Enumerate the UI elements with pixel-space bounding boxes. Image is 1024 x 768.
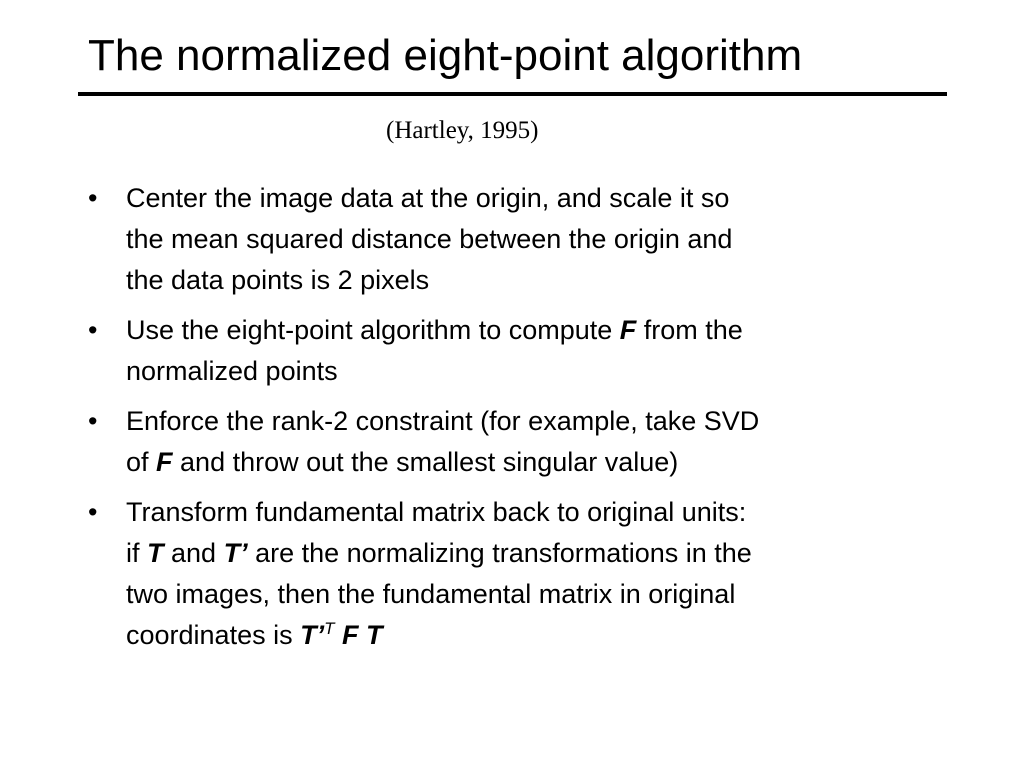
text-fragment: are the normalizing transformations in the — [247, 538, 752, 568]
bullet-line: the data points is 2 pixels — [126, 265, 430, 295]
text-fragment — [334, 620, 342, 650]
title-divider — [78, 92, 947, 96]
text-fragment: coordinates is — [126, 620, 301, 650]
bullet-line: Center the image data at the origin, and scale it so — [126, 183, 730, 213]
transpose-superscript: T — [324, 619, 335, 638]
bullet-line: Enforce the rank-2 constraint (for example, take SVD — [126, 406, 760, 436]
bullet-item-compute-f — [88, 310, 938, 392]
bullet-line — [126, 615, 938, 656]
bullet-marker: • — [88, 183, 98, 213]
bullet-line — [126, 533, 938, 574]
bullet-list — [88, 178, 938, 665]
matrix-symbol-t-prime: T’ — [300, 620, 325, 650]
bullet-marker: • — [88, 497, 98, 527]
matrix-symbol-f: F — [619, 315, 637, 345]
text-fragment: of — [126, 447, 157, 477]
bullet-line — [126, 442, 938, 483]
matrix-symbol-t: T — [366, 620, 383, 650]
text-fragment: if — [126, 538, 148, 568]
matrix-symbol-t-prime: T’ — [223, 538, 248, 568]
citation: (Hartley, 1995) — [386, 117, 539, 144]
bullet-item-normalize — [88, 178, 938, 301]
text-fragment — [359, 620, 367, 650]
bullet-item-rank2 — [88, 401, 938, 483]
bullet-line: normalized points — [126, 356, 338, 386]
text-fragment: from the — [636, 315, 743, 345]
matrix-symbol-f: F — [156, 447, 173, 477]
text-fragment: and — [163, 538, 224, 568]
bullet-line: two images, then the fundamental matrix in original — [126, 579, 736, 609]
text-fragment: and throw out the smallest singular value) — [172, 447, 679, 477]
bullet-line — [126, 310, 938, 351]
bullet-line: the mean squared distance between the origin and — [126, 224, 733, 254]
text-fragment: Use the eight-point algorithm to compute — [126, 315, 620, 345]
bullet-item-transform — [88, 492, 938, 656]
bullet-line: Transform fundamental matrix back to original units: — [126, 497, 747, 527]
matrix-symbol-f: F — [342, 620, 359, 650]
matrix-symbol-t: T — [147, 538, 164, 568]
bullet-marker: • — [88, 315, 98, 345]
bullet-marker: • — [88, 406, 98, 436]
slide-title: The normalized eight-point algorithm — [88, 31, 803, 80]
